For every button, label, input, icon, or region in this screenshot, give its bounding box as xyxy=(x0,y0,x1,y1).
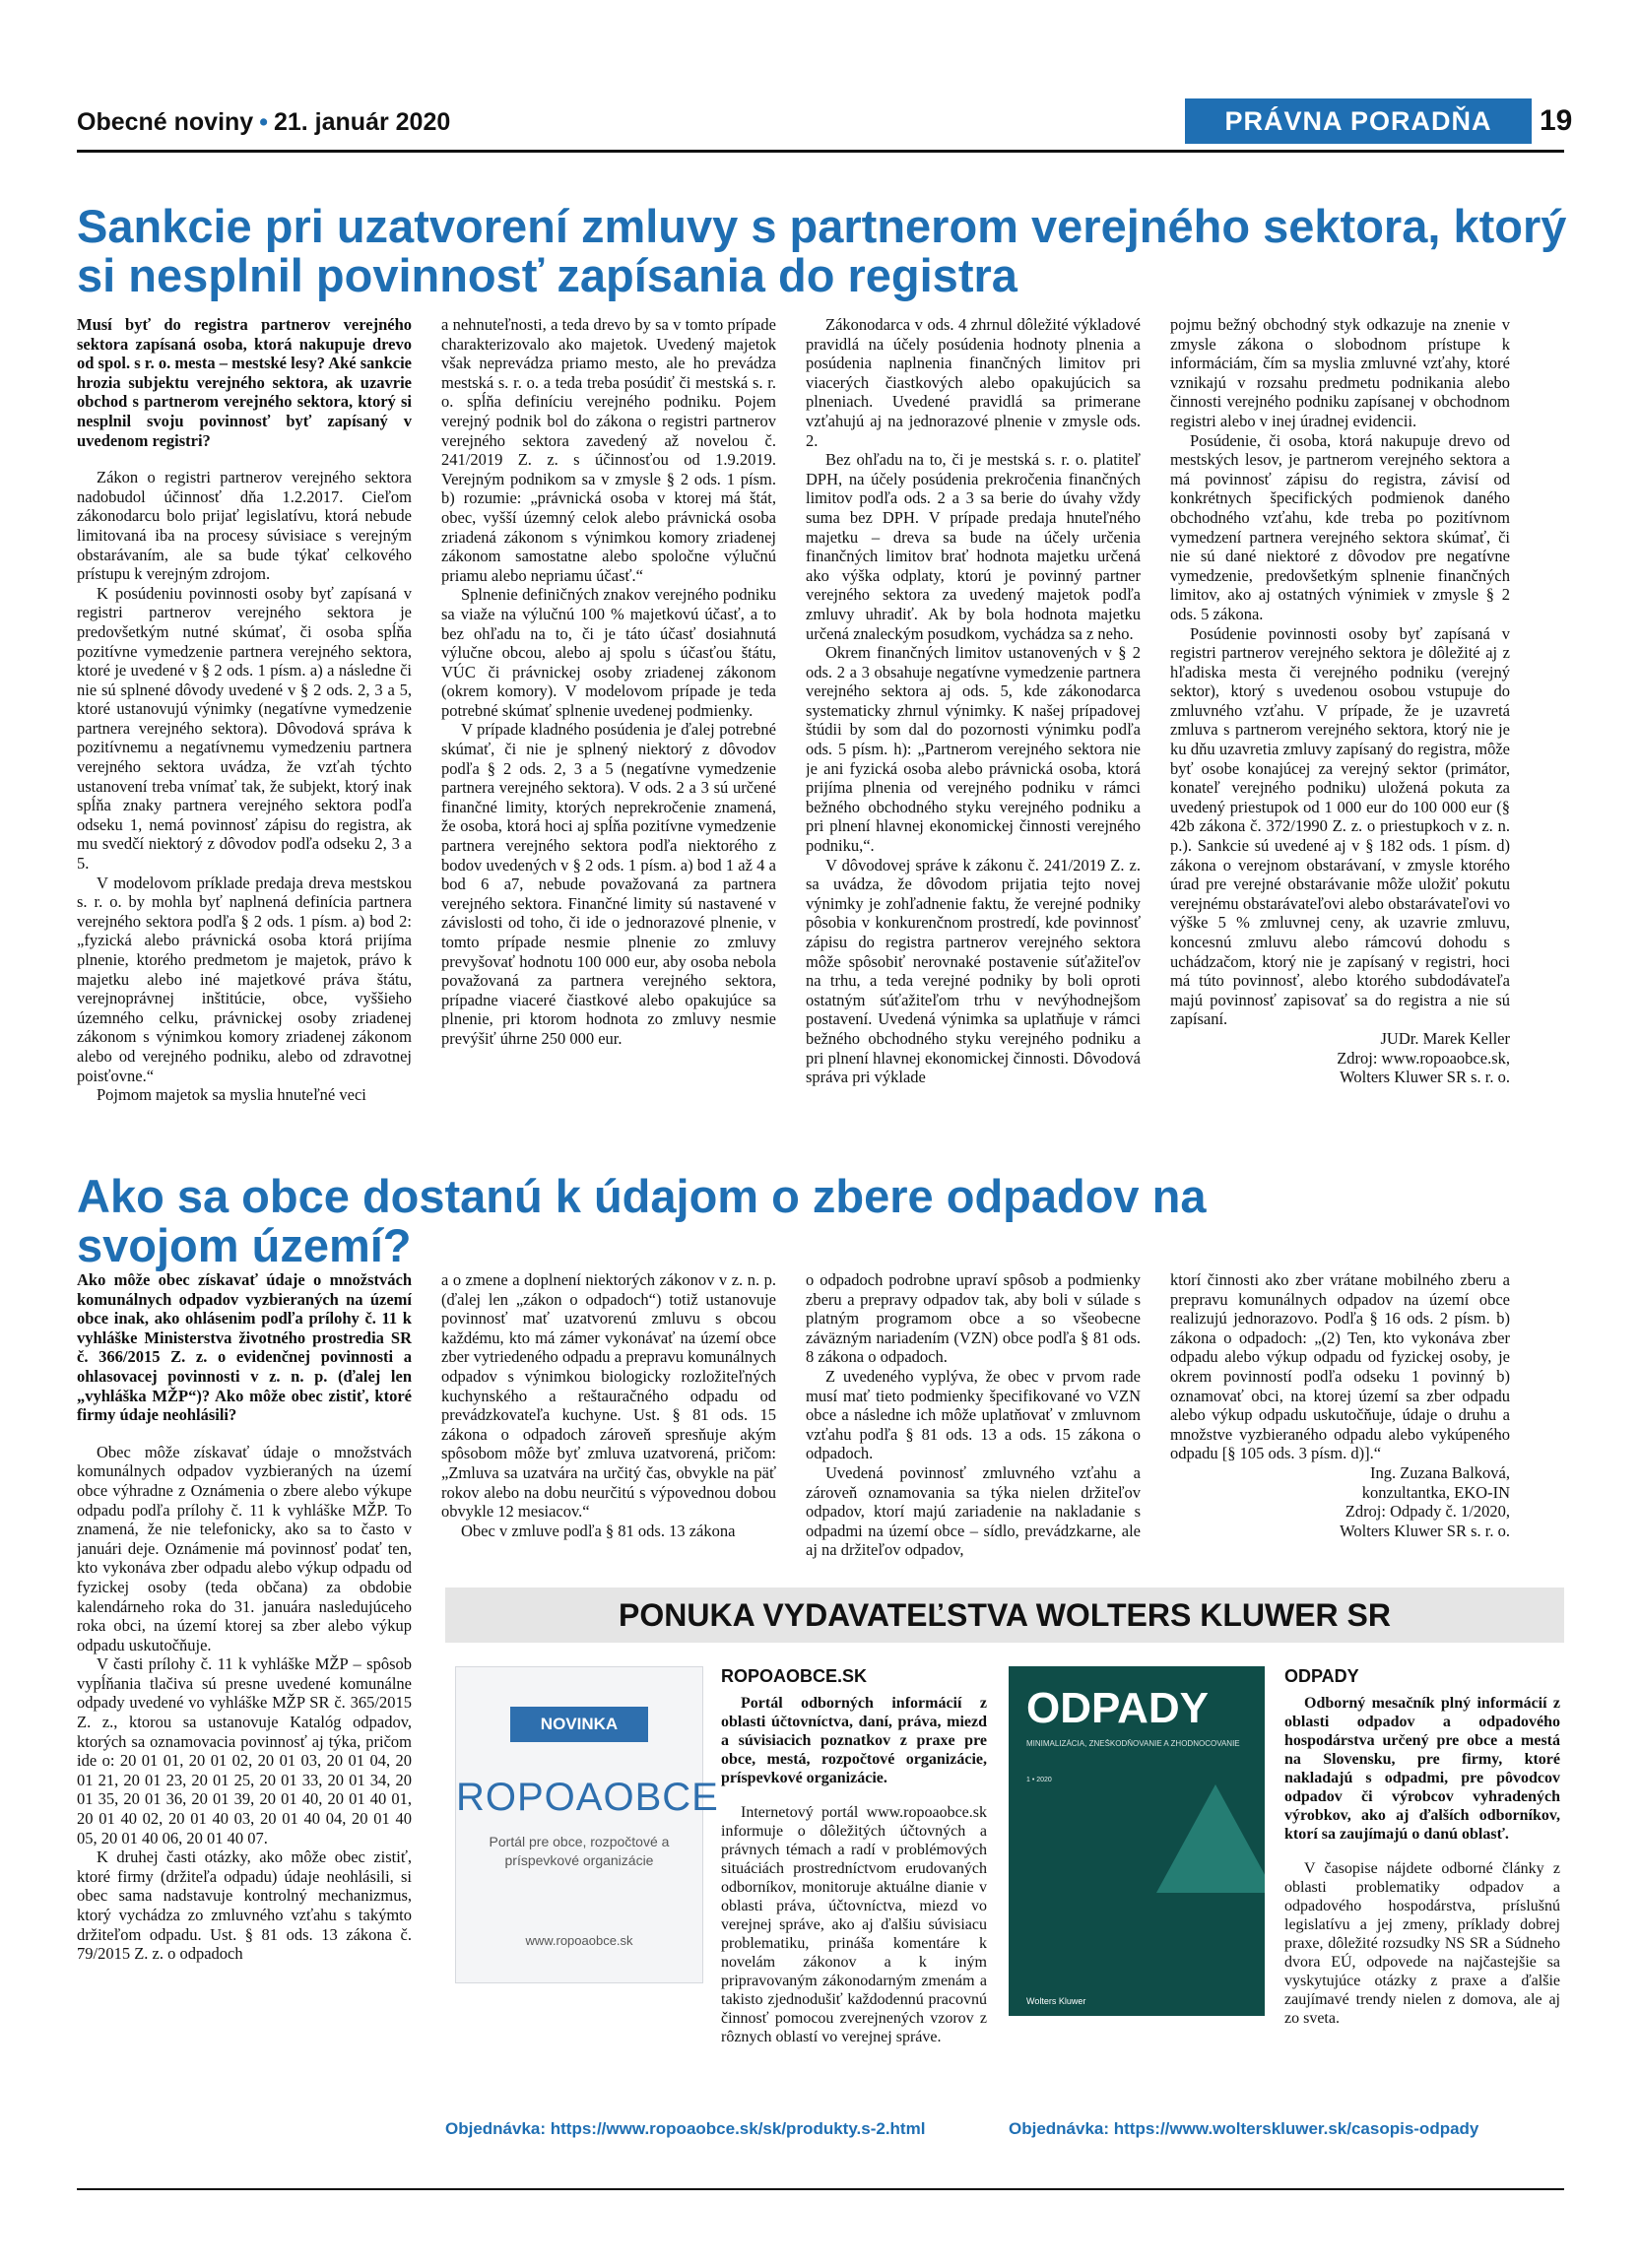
paragraph: V prípade kladného posúdenia je ďalej potrebné skúmať, či nie je splnený niektorý z dôvodov podľa § 2 ods. 2, 3 a 5 (negatívne vymedzenie partnera verejného sektora). V ods. 2 a 3 sú určené finančné limity, ktorých neprekročenie znamená, že osoba, ktorá hoci aj spĺňa pozitívne vymedzenie partnera verejného sektora podľa niektorého z bodov uvedených v § 2 ods. 1 písm. a) bod 1 až 4 a bod 6 a7, nebude považovaná za partnera verejného sektora. Finančné limity sú nastavené v závislosti od toho, či ide o jednorazové plnenie, v tomto prípade nesmie plnenie zo zmluvy prevyšovať hodnotu 100 000 eur, aby osoba nebola považovaná za partnera verejného sektora, prípadne viaceré čiastkové alebo opakujúce sa plnenie, pri ktorom hodnota zo zmluvy nesmie prevýšiť úhrne 250 000 eur. xyxy=(441,720,776,1048)
odpady-publisher: Wolters Kluwer xyxy=(1026,1996,1086,2006)
recycle-graphic xyxy=(1156,1784,1265,1893)
odpady-logo: ODPADY xyxy=(1026,1684,1209,1732)
paragraph: Zákonodarca v ods. 4 zhrnul dôležité výkladové pravidlá na účely posúdenia hodnoty plnenia a posúdenia naplnenia finančných limitov pri viacerých čiastkových alebo opakujúcich sa plneniach. Uvedené pravidlá sa primerane vzťahujú aj na jednorazové plnenie v zmysle ods. 2. xyxy=(806,315,1141,450)
paragraph: Uvedená povinnosť zmluvného vzťahu a zároveň oznamovania sa týka nielen držiteľov odpadov, ktorí majú zariadenie na nakladanie s odpadmi na území obce – sídlo, prevádzkarne, ale aj na držiteľov odpadov, xyxy=(806,1462,1141,1560)
header-separator: • xyxy=(259,108,268,136)
paragraph: Pojmom majetok sa myslia hnuteľné veci xyxy=(97,1085,366,1105)
paragraph: Z uvedeného vyplýva, že obec v prvom rade musí mať tieto podmienky špecifikované vo VZN obce a následne ich môže uplatňovať v zmluvnom vzťahu podľa § 81 ods. 13 a ods. 15 zákona o odpadoch. xyxy=(806,1366,1141,1463)
paragraph: V modelovom príklade predaja dreva mestskou s. r. o. by mohla byť naplnená definícia partnera verejného sektora podľa § 2 ods. 1 písm. a) bod 2: „fyzická alebo právnická osoba ktorá prijíma plnenie, ktorého predmetom je majetok, právo k majetku alebo iné majetkové práva štátu, verejnoprávnej inštitúcie, obce, vyššieho územného celku, právnickej osoby zriadenej zákonom s výnimkou komory zriadenej zákonom alebo od verejného podniku, alebo od zdravotnej poisťovne.“ xyxy=(77,873,412,1085)
section-label: PRÁVNA PORADŇA xyxy=(1185,98,1532,144)
article-1-title: Sankcie pri uzatvorení zmluvy s partnerom verejného sektora, ktorý si nesplnil povinnosť zapísania do registra xyxy=(77,200,1567,301)
odpady-heading: ODPADY xyxy=(1284,1666,1359,1686)
article-1-column-3 xyxy=(806,315,1141,1142)
author-role: konzultantka, EKO-IN xyxy=(1361,1482,1510,1502)
paragraph: Okrem finančných limitov ustanovených v § 2 ods. 2 a 3 obsahuje negatívne vymedzenie partnera verejného sektora aj ods. 5, kde zákonodarca systematicky zhrnul výnimky. K našej prípadovej štúdii by som dal do pozornosti výnimku podľa ods. 5 písm. h): „Partnerom verejného sektora nie je ani fyzická osoba alebo právnická osoba, ktorá prijíma plnenia od verejného podniku v rámci bežného obchodného styku verejného podniku a pri plnení hlavnej ekonomickej činnosti verejného podniku,“. xyxy=(806,643,1141,856)
paragraph: o odpadoch podrobne upraví spôsob a podmienky zberu a prepravy odpadov tak, aby boli v súlade s platným programom obce a so všeobecne záväzným nariadením (VZN) obce podľa § 81 ods. 8 zákona o odpadoch. xyxy=(806,1270,1141,1367)
odpady-subtitle: MINIMALIZÁCIA, ZNEŠKODŇOVANIE A ZHODNOCOVANIE xyxy=(1026,1739,1240,1748)
article-1-column-4 xyxy=(1170,315,1510,1142)
author-signature: Ing. Zuzana Balková, xyxy=(1369,1462,1510,1482)
article-2-column-4 xyxy=(1170,1270,1510,1576)
odpady-magazine-cover xyxy=(1009,1666,1265,2016)
newspaper-name: Obecné noviny xyxy=(77,108,254,136)
article-1-column-2 xyxy=(441,315,776,1142)
author-signature: JUDr. Marek Keller xyxy=(1380,1028,1510,1048)
page-number: 19 xyxy=(1540,104,1573,137)
newspaper-header xyxy=(77,108,450,137)
article-2-column-1 xyxy=(77,1270,412,2048)
source-line: Zdroj: Odpady č. 1/2020, xyxy=(1345,1502,1510,1522)
issue-date: 21. január 2020 xyxy=(273,108,451,136)
paragraph: Zákon o registri partnerov verejného sektora nadobudol účinnosť dňa 1.2.2017. Cieľom zákonodarcu bolo prijať legislatívu, ktorá nebude limitovaná iba na procesy súvisiace s verejným obstarávaním, ale sa bude týkať celkového prístupu k verejným zdrojom. xyxy=(77,468,412,584)
paragraph: pojmu bežný obchodný styk odkazuje na znenie v zmysle zákona o slobodnom prístupe k informáciám, čím sa myslia zmluvné vzťahy, ktoré vznikajú v rozsahu predmetu podnikania alebo činnosti verejného podniku zapísanej v obchodnom registri alebo v inej úradnej evidencii. xyxy=(1170,315,1510,430)
bottom-divider xyxy=(77,2188,1564,2190)
novinka-badge: NOVINKA xyxy=(510,1707,648,1742)
publisher-line: Wolters Kluwer SR s. r. o. xyxy=(1340,1521,1510,1540)
publisher-line: Wolters Kluwer SR s. r. o. xyxy=(1340,1068,1510,1087)
ropoaobce-ad-image xyxy=(455,1666,719,1983)
ropoaobce-description xyxy=(721,1694,987,2103)
ropoaobce-order-link[interactable]: Objednávka: https://www.ropoaobce.sk/sk/produkty.s-2.html xyxy=(445,2119,926,2138)
article-2-column-2 xyxy=(441,1270,776,1576)
paragraph: a o zmene a doplnení niektorých zákonov v z. n. p. (ďalej len „zákon o odpadoch“) totiž ustanovuje povinnosť mať uzatvorenú zmluvu s obcou každému, kto má zámer vykonávať na území obce zber vytriedeného odpadu a prepravu komunálnych odpadov s výnimkou biologicky rozložiteľných kuchynského a reštauračného odpadu od prevádzkovateľa kuchyne. Ust. § 81 ods. 15 zákona o odpadoch zároveň spresňuje akým spôsobom môže byť zmluva uzatvorená, pričom: „Zmluva sa uzatvára na určitý čas, obvykle na päť rokov alebo na dobu neurčitú s výpovednou dobou obvykle 12 mesiacov.“ xyxy=(441,1270,776,1522)
article-2-column-3 xyxy=(806,1270,1141,1576)
paragraph: Obec môže získavať údaje o množstvách komunálnych odpadov vyzbieraných na území obce výhradne z Oznámenia o zbere alebo výkupe odpadu podľa prílohy č. 11 k vyhláške MŽP. To znamená, že nie telefonicky, ako sa to často v januári deje. Oznámenie má povinnosť podať ten, kto vykonáva zber odpadu alebo výkup odpadu od fyzickej osoby (teda občana) za obdobie kalendárneho roka do 31. januára nasledujúceho roka obci, na území ktorej sa zber alebo výkup odpadu uskutočňuje. xyxy=(77,1442,412,1654)
article-1-lead: Musí byť do registra partnerov verejného sektora zapísaná osoba, ktorá nakupuje drevo od spol. s r. o. mesta – mestské lesy? Aké sankcie hrozia subjektu verejného sektora, ak uzavrie obchod s partnerom verejného sektora, ktorý si nesplnil svoju povinnosť byť zapísaný v uvedenom registri? xyxy=(77,315,412,450)
paragraph: Portál odborných informácií z oblasti účtovníctva, daní, práva, miezd a súvisiacich poznatkov z praxe pre obce, mestá, rozpočtové organizácie, príspevkové organizácie. xyxy=(721,1695,987,1786)
article-2-title: Ako sa obce dostanú k údajom o zbere odpadov na svojom území? xyxy=(77,1170,1207,1271)
ropoaobce-logo: ROPOAOBCE xyxy=(456,1776,719,1819)
paragraph: Obec v zmluve podľa § 81 ods. 13 zákona xyxy=(461,1521,736,1540)
ropoaobce-url: www.ropoaobce.sk xyxy=(525,1933,633,1948)
paragraph: Posúdenie povinnosti osoby byť zapísaná v registri partnerov verejného sektora je dôležité aj z hľadiska mesta či verejného podniku (verejný sektor), ktorý s uvedenou osobou vstupuje do zmluvného vzťahu. V prípade, že je uzavretá zmluva s partnerom verejného sektora, ktorý nie je ku dňu uzavretia zmluvy zapísaný do registra, môže byť osobe konajúcej za verejný sektor (primátor, konateľ verejného podniku) uložená pokuta za uvedený priestupok od 1 000 eur do 100 000 eur (§ 42b zákona č. 372/1990 Z. z. o priestupkoch v z. n. p.). Sankcie sú uvedené aj v § 182 ods. 1 písm. d) zákona o verejnom obstarávaní, v zmysle ktorého úrad pre verejné obstarávanie môže uložiť pokutu verejnému obstarávateľovi alebo obstarávateľovi vo výške 5 % zmluvnej ceny, ak uzavrie zmluvu, koncesnú zmluvu alebo rámcovú dohodu s uchádzačom, ktorý nie je zapísaný v registri, hoci má túto povinnosť, alebo ktorého subdodávateľa majú povinnosť zapisovať sa do registra a nie sú zapísaní. xyxy=(1170,623,1510,1029)
paragraph: Splnenie definičných znakov verejného podniku sa viaže na výlučnú 100 % majetkovú účasť, a to bez ohľadu na to, či je táto účasť dosiahnutá výlučne obcou, alebo aj spolu s účasťou štátu, VÚC či právnickej osoby zriadenej zákonom (okrem komory). V modelovom prípade je teda potrebné skúmať splnenie uvedenej podmienky. xyxy=(441,585,776,720)
paragraph: K druhej časti otázky, ako môže obec zistiť, ktoré firmy (držiteľa odpadu) údaje neohlásili, si obec sama nadstavuje kontrolný mechanizmus, ktorý vychádza zo zmluvného vzťahu s takýmto držiteľom odpadu. Ust. § 81 ods. 13 zákona č. 79/2015 Z. z. o odpadoch xyxy=(77,1847,412,1964)
paragraph: K posúdeniu povinnosti osoby byť zapísaná v registri partnerov verejného sektora je predovšetkým nutné skúmať, či osoba spĺňa pozitívne vymedzenie partnera verejného sektora, ktoré je uvedené v § 2 ods. 1 písm. a) a následne či nie sú splnené dôvody uvedené v § 2 ods. 2, 3 a 5, ktoré ustanovujú výnimky (negatívne vymedzenie partnera verejného sektora). Dôvodová správa k pozitívnemu a negatívnemu vymedzeniu partnera verejného sektora uvádza, že vzťah týchto ustanovení treba vnímať tak, že subjekt, ktorý inak spĺňa znaky partnera verejného sektora podľa odseku 1, nemá povinnosť zápisu do registra, ak mu svedčí niektorý z dôvodov podľa odseku 2, 3 a 5. xyxy=(77,583,412,874)
paragraph: Posúdenie, či osoba, ktorá nakupuje drevo od mestských lesov, je partnerom verejného sektora a má povinnosť zápisu do registra, závisí od konkrétnych špecifických podmienok daného obchodného vzťahu, kde treba po pozitívnom vymedzení partnera verejného sektora skúmať, či nie sú dané niektoré z dôvodov pre negatívne vymedzenie, predovšetkým splnenie finančných limitov, ako aj ostatných výnimiek v zmysle § 2 ods. 5 zákona. xyxy=(1170,430,1510,623)
paragraph: Bez ohľadu na to, či je mestská s. r. o. platiteľ DPH, na účely posúdenia prekročenia finančných limitov podľa ods. 2 a 3 sa berie do úvahy vždy suma bez DPH. V prípade predaja hnuteľného majetku – dreva sa bude na účely určenia finančných limitov brať hodnota majetku určená ako výška odplaty, ktorú je povinný partner verejného sektora za uvedený majetok podľa zmluvy uhradiť. Ak by bola hodnota majetku určená znaleckým posudkom, vychádza sa z neho. xyxy=(806,450,1141,643)
paragraph: Odborný mesačník plný informácií z oblasti odpadov a odpadového hospodárstva určený pre obce a mestá na Slovensku, pre firmy, ktoré nakladajú s odpadmi, pre pôvodcov odpadov či výrobcov vyhradených výrobkov, ako aj ďalších odborníkov, ktorí sa zaujímajú o danú oblasť. xyxy=(1284,1695,1560,1843)
source-line: Zdroj: www.ropoaobce.sk, xyxy=(1337,1048,1510,1068)
paragraph: a nehnuteľnosti, a teda drevo by sa v tomto prípade charakterizovalo ako majetok. Uvedený majetok však neprevádza priamo mesto, ale ho prevádza mestská s. r. o. a teda treba posúdiť či mestská s. r. o. spĺňa definíciu verejného podniku. Pojem verejný podnik bol do zákona o registri partnerov verejného sektora zavedený až novelou č. 241/2019 Z. z. s účinnosťou od 1.9.2019. Verejným podnikom sa v zmysle § 2 ods. 1 písm. b) rozumie: „právnická osoba v ktorej má štát, obec, vyšší územný celok alebo právnická osoba zriadená zákonom s výnimkou komory zriadenej zákonom samostatne alebo spoločne výlučnú priamu alebo nepriamu účasť.“ xyxy=(441,315,776,585)
paragraph: V časopise nájdete odborné články z oblasti problematiky odpadov a odpadového hospodárstva, príslušnú legislatívu a jej zmeny, príklady dobrej praxe, dôležité rozsudky NS SR a Súdneho dvora EÚ, odpovede na najčastejšie sa vyskytujúce otázky z praxe a ďalšie zaujímavé trendy nielen z domova, ale aj zo sveta. xyxy=(1284,1860,1560,2027)
paragraph: V dôvodovej správe k zákonu č. 241/2019 Z. z. sa uvádza, že dôvodom prijatia tejto novej výnimky je zohľadnenie faktu, že verejné podniky pôsobia v konkurenčnom prostredí, kde povinnosť zápisu do registra partnerov verejného sektora môže spôsobiť nerovnaké postavenie súťažiteľov na trhu, a teda verejné podniky by boli oproti ostatným súťažiteľom trhu v nevýhodnejšom postavení. Uvedená výnimka sa uplatňuje v rámci bežného obchodného styku verejného podniku a pri plnení hlavnej ekonomickej činnosti. Dôvodová správa pri výklade xyxy=(806,855,1141,1087)
odpady-issue: 1 • 2020 xyxy=(1026,1777,1052,1783)
paragraph: V časti prílohy č. 11 k vyhláške MŽP – spôsob vypĺňania tlačiva sú presne uvedené komunálne odpady uvedené vo vyhláške MŽP SR č. 365/2015 Z. z., ktorou sa ustanovuje Katalóg odpadov, ktorých sa oznamovacia povinnosť aj týka, pričom ide o: 20 01 01, 20 01 02, 20 01 03, 20 01 04, 20 01 21, 20 01 23, 20 01 25, 20 01 33, 20 01 34, 20 01 35, 20 01 36, 20 01 39, 20 01 40, 20 01 40 01, 20 01 40 02, 20 01 40 03, 20 01 40 04, 20 01 40 05, 20 01 40 06, 20 01 40 07. xyxy=(77,1654,412,1847)
promo-title: PONUKA VYDAVATEĽSTVA WOLTERS KLUWER SR xyxy=(445,1588,1564,1643)
paragraph: Internetový portál www.ropoaobce.sk informuje o dôležitých účtovných a právnych témach a radí v problémových situáciách prostredníctvom erudovaných odborníkov, monitoruje aktuálne dianie v oblasti práva, účtovníctva, miezd vo verejnej správe, ako aj ďalšiu súvisiacu problematiku, prináša komentáre k novelám zákonov a k iným pripravovaným zákonodarným zmenám a takisto zjednodušiť každodennú pracovnú činnosť pomocou zverejnených vzorov z rôznych oblastí vo verejnej správe. xyxy=(721,1804,987,2045)
article-2-lead: Ako môže obec získavať údaje o množstvách komunálnych odpadov vyzbieraných na území obce inak, ako ohlásenim podľa prílohy č. 11 k vyhláške Ministerstva životného prostredia SR č. 366/2015 Z. z. o evidenčnej povinnosti a ohlasovacej povinnosti v z. n. p. (ďalej len „vyhláška MŽP“)? Ako môže obec zistiť, ktoré firmy údaje neohlásili? xyxy=(77,1270,412,1425)
odpady-description xyxy=(1284,1694,1560,2103)
publisher-promo xyxy=(445,1588,1564,2198)
ropoaobce-heading: ROPOAOBCE.SK xyxy=(721,1666,868,1686)
odpady-order-link[interactable]: Objednávka: https://www.wolterskluwer.sk/casopis-odpady xyxy=(1009,2119,1479,2138)
header-divider xyxy=(77,150,1564,153)
ropoaobce-tagline: Portál pre obce, rozpočtové a príspevkové organizácie xyxy=(489,1834,670,1868)
paragraph: ktorí činnosti ako zber vrátane mobilného zberu a prepravu komunálnych odpadov na území obce realizujú jednorazovo. Podľa § 16 ods. 2 písm. b) zákona o odpadoch: „(2) Ten, kto vykonáva zber odpadu alebo výkup odpadu od fyzickej osoby, je okrem povinností podľa odseku 1 povinný b) oznamovať obci, na ktorej území sa zber odpadu alebo výkup odpadu uskutočňuje, údaje o druhu a množstve vyzbieraného odpadu alebo vykúpeného odpadu [§ 105 ods. 3 písm. d)].“ xyxy=(1170,1270,1510,1463)
article-1-column-1 xyxy=(77,315,412,1142)
